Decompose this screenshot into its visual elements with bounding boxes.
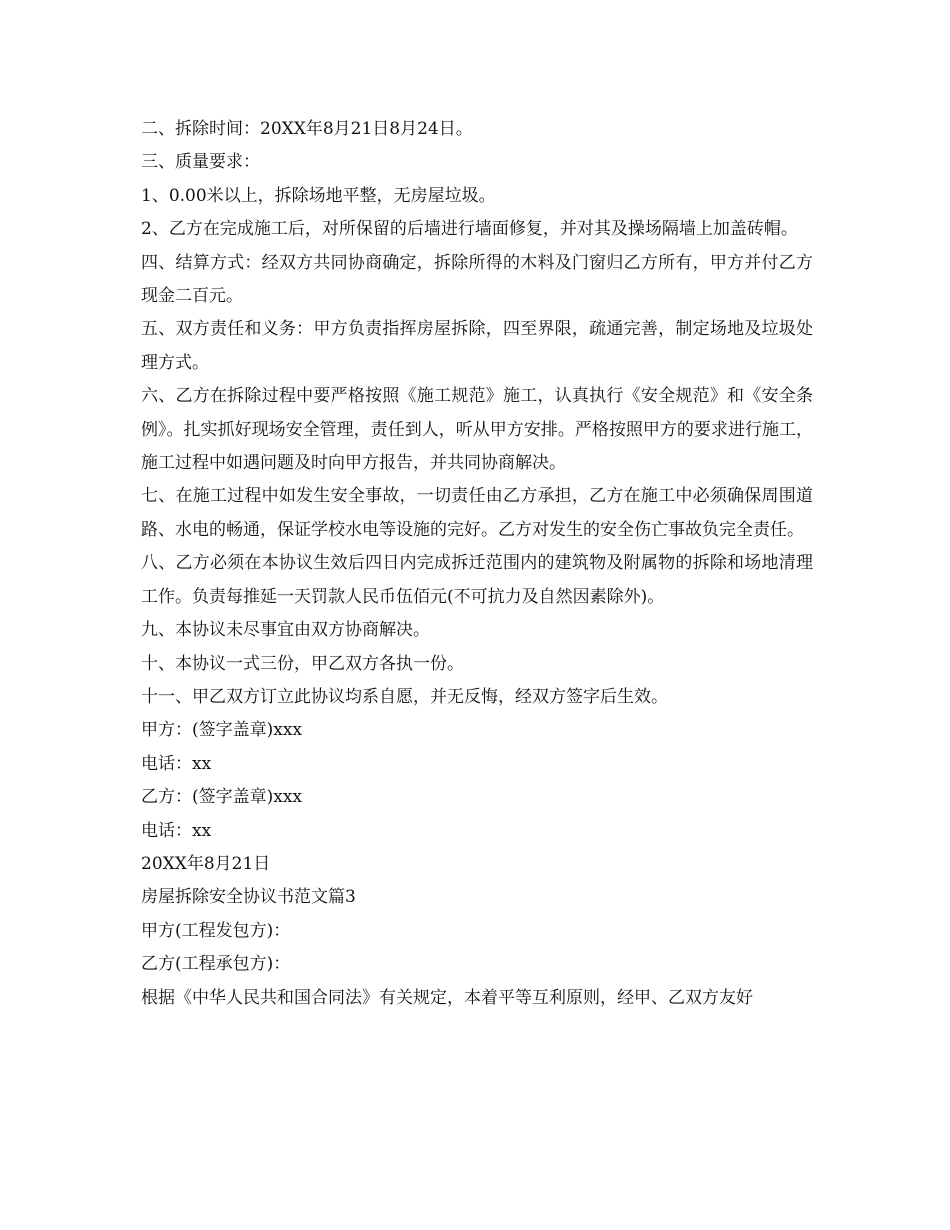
party-b-phone: 电话：xx: [141, 820, 212, 841]
document-body: [141, 113, 813, 1015]
clause-effectiveness: 十一、甲乙双方订立此协议均系自愿，并无反悔，经双方签字后生效。: [141, 686, 668, 707]
party-b-label: 乙方(工程承包方)：: [141, 954, 291, 975]
signing-date: 20XX年8月21日: [141, 853, 271, 874]
clause-responsibilities: 五、双方责任和义务：甲方负责指挥房屋拆除，四至界限，疏通完善，制定场地及垃圾处理方式。: [141, 319, 813, 373]
party-a-label: 甲方(工程发包方)：: [141, 920, 291, 941]
quality-item-1: 1、0.00米以上，拆除场地平整，无房屋垃圾。: [141, 185, 496, 206]
party-a-signature: 甲方：(签字盖章)xxx: [141, 720, 303, 741]
clause-quality-heading: 三、质量要求：: [141, 152, 260, 173]
clause-demolition-time: 二、拆除时间：20XX年8月21日8月24日。: [141, 119, 473, 139]
clause-accident-liability: 七、在施工过程中如发生安全事故，一切责任由乙方承担，乙方在施工中必须确保周围道路、水电的畅通，保证学校水电等设施的完好。乙方对发生的安全伤亡事故负完全责任。: [141, 486, 813, 540]
party-a-phone: 电话：xx: [141, 753, 212, 774]
clause-settlement: 四、结算方式：经双方共同协商确定，拆除所得的木料及门窗归乙方所有，甲方并付乙方现金二百元。: [141, 252, 813, 307]
clause-unresolved-matters: 九、本协议未尽事宜由双方协商解决。: [141, 620, 430, 641]
party-b-signature: 乙方：(签字盖章)xxx: [141, 787, 303, 808]
preamble-paragraph: 根据《中华人民共和国合同法》有关规定，本着平等互利原则，经甲、乙双方友好: [141, 987, 753, 1008]
clause-deadline-penalty: 八、乙方必须在本协议生效后四日内完成拆迁范围内的建筑物及附属物的拆除和场地清理工作。负责每推延一天罚款人民币伍佰元(不可抗力及自然因素除外)。: [141, 553, 813, 607]
quality-item-2: 2、乙方在完成施工后，对所保留的后墙进行墙面修复，并对其及操场隔墙上加盖砖帽。: [141, 219, 798, 240]
section-title: 房屋拆除安全协议书范文篇3: [141, 887, 356, 908]
clause-safety-norms: 六、乙方在拆除过程中要严格按照《施工规范》施工，认真执行《安全规范》和《安全条例》。扎实抓好现场安全管理，责任到人，听从甲方安排。严格按照甲方的要求进行施工，施工过程中如遇问题及时向甲方报告，并共同协商解决。: [141, 386, 813, 474]
clause-copies: 十、本协议一式三份，甲乙双方各执一份。: [141, 653, 464, 674]
